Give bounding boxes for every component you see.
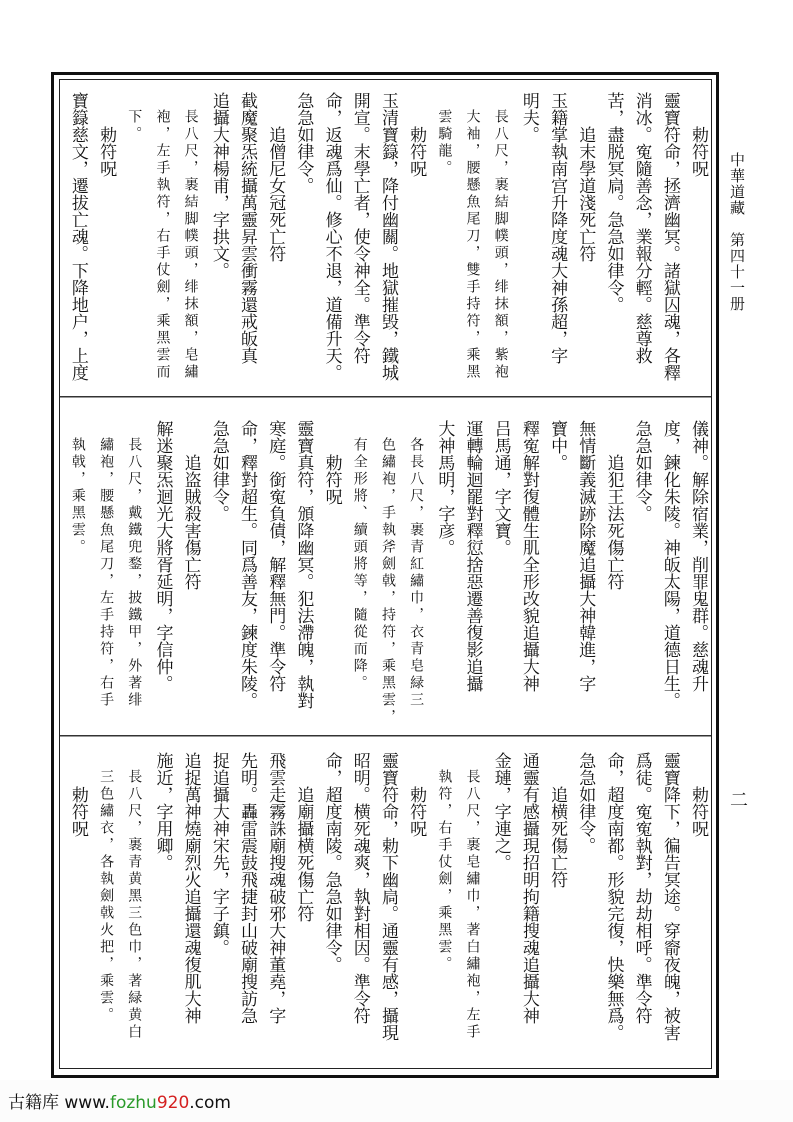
talisman-title: 追末學道淺死亡符	[575, 126, 596, 262]
text-column: 靈寶符命，勅下幽扃。通靈有感，攝現	[377, 752, 398, 1041]
annotation-column: 袍，左手執符，右手仗劍，乘黑雲而	[154, 109, 171, 381]
text-column: 通靈有感攝現招明拘籍搜魂追攝大神	[518, 752, 539, 1024]
watermark	[8, 1088, 231, 1113]
text-column: 寶籙慈文，遷拔亡魂。下降地户，上度	[67, 92, 88, 381]
annotation-column: 長八尺，裹皂繡巾，著白繡袍，左手	[464, 769, 481, 1041]
text-column: 命，超度南陵。急急如律令。	[321, 752, 342, 973]
text-column: 施近，字用卿。	[152, 752, 173, 871]
incantation-heading: 勅符呪	[688, 126, 708, 177]
incantation-heading: 勅符呪	[67, 786, 88, 837]
text-column: 釋寃解對復體生肌全形改貌追攝大神	[518, 420, 539, 692]
annotation-column: 長八尺，裹結脚幞頭，绯抹額，皂繡	[182, 109, 199, 381]
register-middle	[62, 420, 712, 730]
text-column: 先明。轟雷震鼓飛捷封山破廟搜訪急	[237, 752, 257, 1024]
text-column: 儀神。解除宿業，削罪鬼群。慈魂升	[688, 420, 708, 692]
text-column: 玉清寶籙，降付幽關。地獄摧毁，鐵城	[377, 92, 398, 381]
text-column: 解迷聚炁迴光大將胥延明，字信仲。	[152, 420, 173, 692]
text-column: 昭明。横死魂爽，執對相因。準令符	[349, 752, 370, 1024]
text-column: 苦，盡脱冥扃。急急如律令。	[603, 92, 624, 313]
talisman-title: 追犯王法死傷亡符	[603, 454, 624, 590]
talisman-title: 追僧尼女冠死亡符	[265, 126, 286, 262]
text-column: 追捉萬神燒廟烈火追攝還魂復肌大神	[180, 752, 201, 1024]
text-column: 靈寶符命，拯濟幽冥。諸獄囚魂，各釋	[659, 92, 680, 381]
register-divider	[60, 396, 711, 398]
text-column: 急急如律令。	[575, 752, 596, 854]
text-column: 金璉，字連之。	[490, 752, 511, 871]
incantation-heading: 勅符呪	[406, 786, 427, 837]
annotation-column: 長八尺，裹青黄黑三色巾，著緑黄白	[126, 769, 143, 1041]
annotation-column: 執戟，乘黑雲。	[69, 437, 86, 556]
watermark-green: fozhu	[109, 1093, 157, 1113]
text-column: 明夫。	[518, 92, 539, 143]
text-column: 追攝大神楊甫，字拱文。	[208, 92, 229, 279]
incantation-heading: 勅符呪	[96, 126, 117, 177]
annotation-column: 雲騎龍。	[436, 109, 453, 177]
text-column: 消冰。寃隨善念，業報分輕。慈尊救	[631, 92, 652, 364]
text-column: 截魔聚炁統攝萬靈昇雲衝霧還戒皈真	[237, 92, 257, 364]
text-column: 靈寶降下，徧告冥途。穿窬夜魄，被害	[659, 752, 680, 1041]
incantation-heading: 勅符呪	[406, 126, 427, 177]
text-column: 運轉輪迴罷對釋愆捨惡遷善復影追攝	[462, 420, 483, 692]
annotation-column: 下。	[126, 109, 143, 143]
watermark-red: 920	[156, 1093, 190, 1113]
annotation-column: 有全形將、續頭將等，隨從而降。	[351, 437, 368, 692]
text-column: 命，釋對超生。同爲善友，鍊度朱陵。	[237, 420, 257, 709]
page-number: 二	[727, 790, 748, 808]
register-divider	[60, 735, 711, 737]
annotation-column: 大袖，腰懸魚尾刀，雙手持符，乘黑	[464, 109, 481, 381]
watermark-prefix: 古籍库 www.	[8, 1093, 110, 1113]
text-column: 吕馬通，字文寶。	[490, 420, 511, 556]
talisman-title: 追盗賊殺害傷亡符	[180, 454, 201, 590]
annotation-column: 色繡袍，手執斧劍戟，持符，乘黑雲，	[379, 437, 396, 726]
text-column: 無情斷義滅跡除魔追攝大神韓進，字	[575, 420, 596, 692]
text-column: 捉追攝大神宋先，字子鎮。	[208, 752, 229, 956]
watermark-suffix: .com	[189, 1093, 231, 1113]
incantation-heading: 勅符呪	[688, 786, 708, 837]
talisman-title: 追横死傷亡符	[547, 786, 568, 888]
text-column: 急急如律令。	[293, 92, 314, 194]
text-column: 急急如律令。	[208, 420, 229, 522]
annotation-column: 繡袍，腰懸魚尾刀，左手持符，右手	[98, 437, 115, 709]
text-column: 靈寶真符，頒降幽冥。犯法滯魄，執對	[293, 420, 314, 709]
text-column: 飛雲走霧誅廟搜魂破邪大神董堯，字	[265, 752, 286, 1024]
book-title-header: 中華道藏 第四十一册	[728, 152, 746, 312]
annotation-column: 三色繡衣，各執劍戟火把，乘雲。	[98, 769, 115, 1024]
text-column: 大神馬明，字彦。	[434, 420, 455, 556]
text-column: 開宣。末學亡者，使令神全。準令符	[349, 92, 370, 364]
annotation-column: 長八尺，裹結脚幞頭，绯抹額，紫袍	[492, 109, 509, 381]
annotation-column: 各長八尺，裹青紅繡巾，衣青皂緑三	[408, 437, 425, 709]
text-column: 爲徒。寃寃執對，劫劫相呼。準令符	[631, 752, 652, 1024]
annotation-column: 長八尺，戴鐵兜鍪，披鐵甲，外著绯	[126, 437, 143, 709]
text-column: 急急如律令。	[631, 420, 652, 522]
talisman-title: 追廟攝横死傷亡符	[293, 786, 314, 922]
incantation-heading: 勅符呪	[321, 454, 342, 505]
text-column: 寒庭。銜寃負債，解釋無門。準令符	[265, 420, 286, 692]
register-top	[62, 92, 712, 392]
annotation-column: 執符，右手仗劍，乘黑雲。	[436, 769, 453, 973]
text-column: 命，超度南都。形貌完復，快樂無爲。	[603, 752, 624, 1041]
text-column: 玉籍掌執南宫升降度魂大神孫超，字	[547, 92, 568, 364]
text-column: 度，鍊化朱陵。神皈太陽，道德日生。	[659, 420, 680, 709]
text-column: 寶中。	[547, 420, 568, 471]
text-column: 命，返魂爲仙。修心不退，道備升天。	[321, 92, 342, 381]
register-bottom	[62, 752, 712, 1064]
